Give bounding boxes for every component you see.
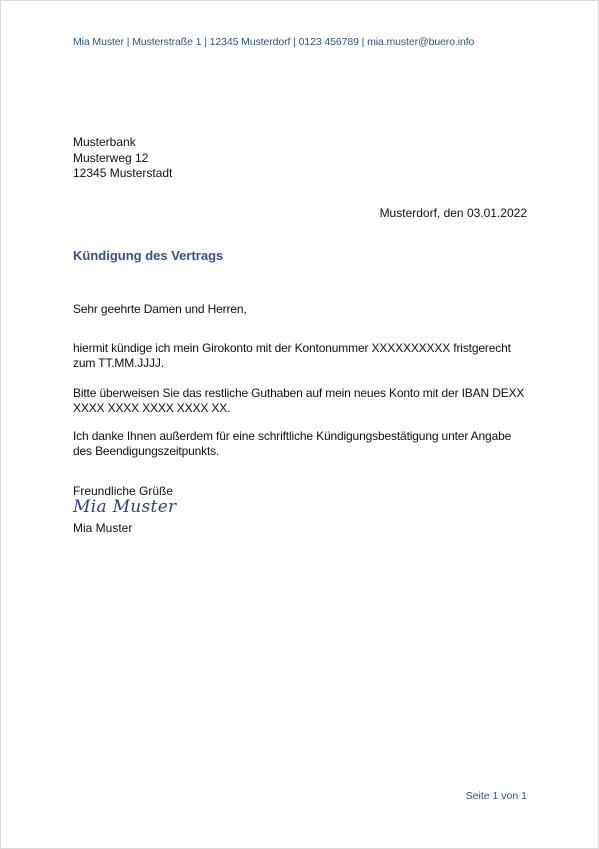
recipient-street: Musterweg 12 xyxy=(73,150,149,165)
page-number: Seite 1 von 1 xyxy=(465,790,527,802)
body-paragraph: hiermit kündige ich mein Girokonto mit der Kontonummer XXXXXXXXXX fristgerecht zum TT.MM.JJJJ. xyxy=(73,341,511,370)
date-line: Musterdorf, den 03.01.2022 xyxy=(379,206,527,220)
recipient-city: 12345 Musterstadt xyxy=(73,166,173,180)
recipient-name: Musterbank xyxy=(73,135,136,149)
body-paragraph: Bitte überweisen Sie das restliche Guthaben auf mein neues Konto mit der IBAN DEXX XXXX XXXX XXXX XXXX XX. xyxy=(73,386,525,415)
subject-line: Kündigung des Vertrags xyxy=(73,248,224,263)
handwritten-signature: Mia Muster xyxy=(73,497,177,517)
recipient-address xyxy=(73,135,172,182)
printed-name: Mia Muster xyxy=(73,521,133,535)
salutation: Sehr geehrte Damen und Herren, xyxy=(73,302,247,316)
closing-greeting: Freundliche Grüße xyxy=(73,484,174,498)
sender-address-line: Mia Muster | Musterstraße 1 | 12345 Musterdorf | 0123 456789 | mia.muster@buero.info xyxy=(73,36,475,48)
body-paragraph: Ich danke Ihnen außerdem für eine schriftliche Kündigungsbestätigung unter Angabe des Beendigungszeitpunkts. xyxy=(73,429,512,458)
